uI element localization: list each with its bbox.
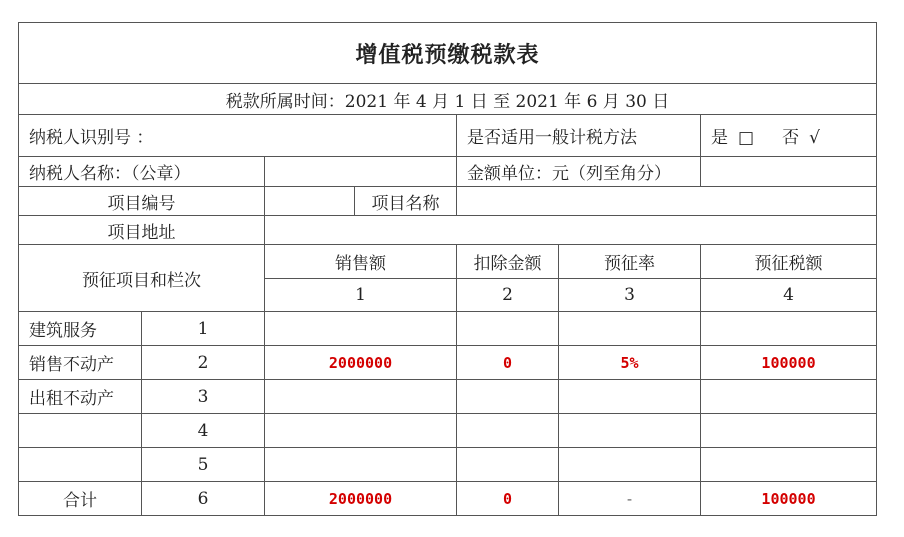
row-deduction[interactable] [457, 312, 559, 346]
row-rate[interactable] [559, 380, 701, 414]
row-item-name: 出租不动产 [19, 380, 142, 414]
table-row [19, 380, 877, 414]
row-header-label: 预征项目和栏次 [19, 245, 265, 312]
col-header-rate: 预征率 [559, 245, 701, 279]
taxpayer-id-row [19, 115, 877, 157]
total-deduction[interactable]: 0 [457, 482, 559, 516]
title-row [19, 23, 877, 84]
row-rate[interactable]: 5% [559, 346, 701, 380]
col-number-2: 2 [457, 279, 559, 312]
row-sales[interactable] [265, 312, 457, 346]
table-row [19, 312, 877, 346]
col-header-deduction: 扣除金额 [457, 245, 559, 279]
row-line-number: 3 [142, 380, 265, 414]
col-header-tax: 预征税额 [701, 245, 877, 279]
project-number-label: 项目编号 [19, 187, 265, 216]
row-line-number: 2 [142, 346, 265, 380]
project-number-value[interactable] [265, 187, 355, 216]
general-method-choice[interactable] [701, 115, 877, 157]
total-tax[interactable]: 100000 [701, 482, 877, 516]
table-row [19, 448, 877, 482]
amount-unit-value [701, 157, 877, 187]
yes-label: 是 [711, 128, 728, 148]
total-rate: - [559, 482, 701, 516]
general-method-label: 是否适用一般计税方法 [457, 115, 701, 157]
row-sales[interactable] [265, 448, 457, 482]
row-tax[interactable] [701, 414, 877, 448]
row-tax[interactable] [701, 380, 877, 414]
col-number-4: 4 [701, 279, 877, 312]
row-tax[interactable] [701, 448, 877, 482]
project-info-row [19, 187, 877, 216]
project-address-label: 项目地址 [19, 216, 265, 245]
project-address-value[interactable] [265, 216, 877, 245]
row-sales[interactable] [265, 414, 457, 448]
row-item-name: 建筑服务 [19, 312, 142, 346]
row-line-number: 4 [142, 414, 265, 448]
project-address-row [19, 216, 877, 245]
row-tax[interactable] [701, 312, 877, 346]
row-item-name [19, 414, 142, 448]
project-name-label: 项目名称 [355, 187, 457, 216]
row-sales[interactable]: 2000000 [265, 346, 457, 380]
row-item-name: 销售不动产 [19, 346, 142, 380]
row-item-name [19, 448, 142, 482]
amount-unit-label: 金额单位：元（列至角分） [457, 157, 701, 187]
table-row [19, 346, 877, 380]
no-checkmark[interactable]: √ [809, 128, 820, 148]
table-row [19, 414, 877, 448]
row-rate[interactable] [559, 448, 701, 482]
vat-prepayment-form [18, 22, 877, 516]
yes-checkbox[interactable]: □ [738, 128, 755, 148]
taxpayer-name-row [19, 157, 877, 187]
row-sales[interactable] [265, 380, 457, 414]
row-line-number: 5 [142, 448, 265, 482]
taxpayer-name-value[interactable] [265, 157, 457, 187]
row-line-number: 1 [142, 312, 265, 346]
row-deduction[interactable] [457, 448, 559, 482]
project-name-value[interactable] [457, 187, 877, 216]
tax-period: 税款所属时间：2021 年 4 月 1 日 至 2021 年 6 月 30 日 [19, 84, 877, 115]
no-label: 否 [782, 128, 800, 148]
col-number-3: 3 [559, 279, 701, 312]
row-rate[interactable] [559, 414, 701, 448]
total-row [19, 482, 877, 516]
row-line-number: 6 [142, 482, 265, 516]
taxpayer-name-label: 纳税人名称：（公章） [19, 157, 265, 187]
total-sales[interactable]: 2000000 [265, 482, 457, 516]
row-deduction[interactable]: 0 [457, 346, 559, 380]
col-header-sales: 销售额 [265, 245, 457, 279]
form-title: 增值税预缴税款表 [19, 23, 877, 84]
row-deduction[interactable] [457, 380, 559, 414]
row-tax[interactable]: 100000 [701, 346, 877, 380]
row-deduction[interactable] [457, 414, 559, 448]
col-number-1: 1 [265, 279, 457, 312]
period-row [19, 84, 877, 115]
column-header-row [19, 245, 877, 279]
row-rate[interactable] [559, 312, 701, 346]
taxpayer-id-label: 纳税人识别号 ： [19, 115, 457, 157]
total-label: 合计 [19, 482, 142, 516]
